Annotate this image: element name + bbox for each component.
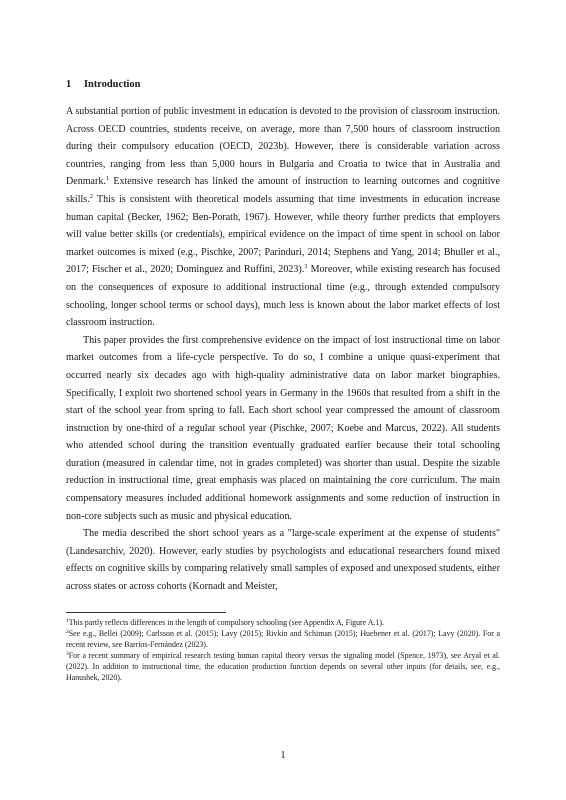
footnote-text: For a recent summary of empirical research testing human capital theory versus the signaling model (Spence, 1973), see Aryal et al. (2022). In addition to instructional time, the education production function depends on several other inputs (for details, see, e.g., Hanushek, 2020). <box>66 651 500 682</box>
body-text <box>66 103 500 596</box>
paragraph-1-part-b: Extensive research has linked the amount of instruction to learning outcomes and cognitive skills. <box>66 176 500 205</box>
paragraph-1-part-c: This is consistent with theoretical models assuming that time investments in education increase human capital (Becker, 1962; Ben-Porath, 1967). However, while theory further predicts that employers will value better skills (or credentials), empirical evidence on the impact of time spent in school on labor market outcomes is mixed (e.g., Pischke, 2007; Parinduri, 2014; Stephens and Yang, 2014; Bhuller et al., 2017; Fischer et al., 2020; Dominguez and Ruffini, 2023). <box>66 193 500 276</box>
page-number: 1 <box>280 750 286 761</box>
footnote-ref-2[interactable]: 2 <box>89 192 93 200</box>
footnote-ref-1[interactable]: 1 <box>105 175 110 183</box>
paragraph-1 <box>66 103 500 332</box>
footnote-text: This partly reflects differences in the length of compulsory schooling (see Appendix A, Figure A.1). <box>68 618 384 627</box>
footnote-text: See e.g., Bellei (2009); Carlsson et al. (2015); Lavy (2015); Rivkin and Schiman (2015); Huebener et al. (2017); Lavy (2020). For a recent review, see Barrios-Fernández (2023). <box>66 629 500 649</box>
paragraph-3: The media described the short school years as a "large-scale experiment at the expense of students" (Landesarchiv, 2020). However, early studies by psychologists and educational researchers found mixed effects on cognitive skills by comparing relatively small samples of exposed and unexposed students, either across states or across cohorts (Kornadt and Meister, <box>66 528 500 593</box>
footnotes <box>66 617 500 683</box>
section-title: Introduction <box>84 79 141 90</box>
section-number: 1 <box>66 79 72 90</box>
section-heading <box>66 79 140 90</box>
footnote-mark: 3 <box>66 651 69 657</box>
paragraph-1-part-d: Moreover, while existing research has focused on the consequences of exposure to additional instructional time (e.g., through extended compulsory schooling, longer school terms or school days), much less is known about the labor market effects of lost classroom instruction. <box>66 264 500 329</box>
footnote-mark: 1 <box>66 618 69 624</box>
footnote-2 <box>66 628 500 650</box>
paragraph-1-part-a: A substantial portion of public investment in education is devoted to the provision of classroom instruction. Across OECD countries, students receive, on average, more than 7,500 hours of classroom instruction during their compulsory education (OECD, 2023b). However, there is considerable variation across countries, ranging from less than 5,000 hours in Bulgaria and Croatia to twice that in Australia and Denmark. <box>66 106 500 188</box>
footnote-mark: 2 <box>66 629 69 635</box>
footnote-ref-3[interactable]: 3 <box>304 263 308 271</box>
paragraph-2: This paper provides the first comprehensive evidence on the impact of lost instructional time on labor market outcomes from a life-cycle perspective. To do so, I combine a unique quasi-experiment that occurred nearly six decades ago with high-quality administrative data on labor market biographies. Specifically, I exploit two shortened school years in Germany in the 1960s that resulted from a shift in the start of the school year from spring to fall. Each short school year compressed the amount of classroom instruction by one-third of a regular school year (Pischke, 2007; Koebe and Marcus, 2022). All students who attended school during the transition eventually graduated earlier because their total schooling duration (measured in calendar time, not in grades completed) was shorter than usual. Despite the sizable reduction in instructional time, great emphasis was placed on maintaining the core curriculum. The main compensatory measures included additional homework assignments and some reduction of instruction in non-core subjects such as music and physical education. <box>66 334 500 522</box>
footnote-1 <box>66 617 500 628</box>
footnote-divider <box>66 612 226 613</box>
footnote-3 <box>66 650 500 683</box>
